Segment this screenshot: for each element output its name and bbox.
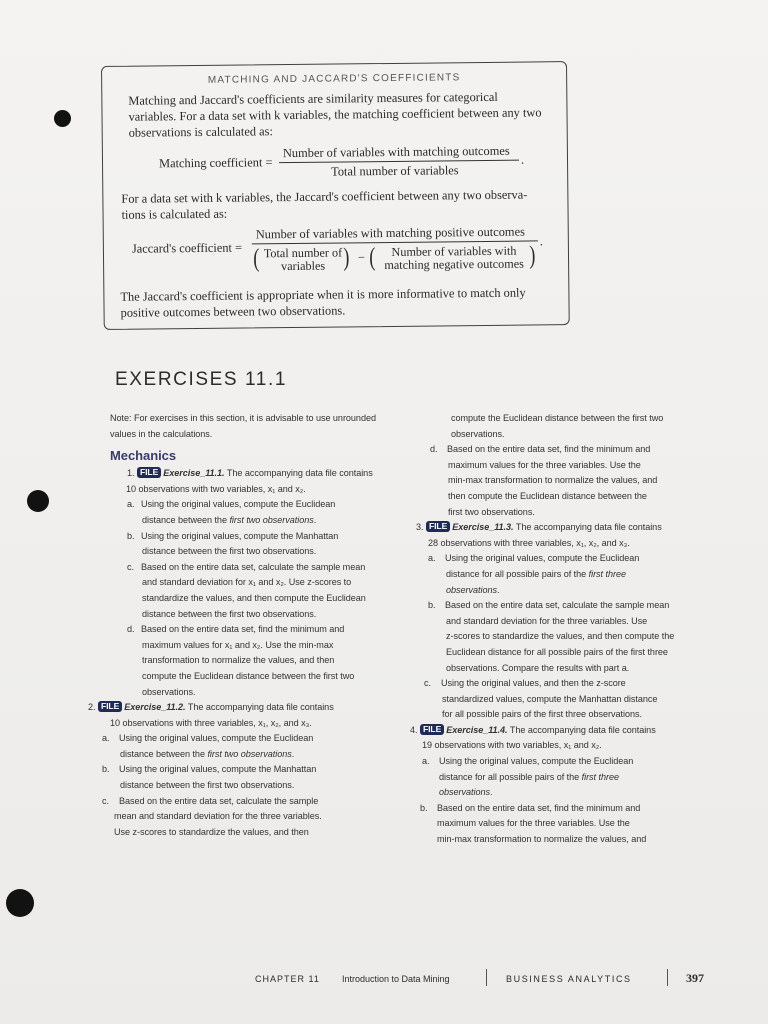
binder-hole-bottom — [6, 889, 34, 917]
file-badge: FILE — [137, 467, 161, 478]
file-badge: FILE — [98, 701, 122, 712]
exercise-3-header: 3. FILE Exercise_11.3. The accompanying data file contains — [416, 521, 662, 533]
mechanics-heading: Mechanics — [110, 448, 177, 464]
page-number: 397 — [686, 971, 704, 985]
definition-box — [101, 61, 570, 330]
footer-chapter: CHAPTER 11 — [255, 974, 320, 984]
exercise-2-header: 2. FILE Exercise_11.2. The accompanying data file contains — [88, 701, 334, 713]
jaccard-formula: Jaccard's coefficient = Number of variables with matching positive outcomes ( Total number of variables ) − ( Number of variables with matching negative outcomes ) . — [131, 224, 544, 274]
file-badge: FILE — [420, 724, 444, 735]
footer-separator — [486, 969, 487, 986]
matching-intro: Matching and Jaccard's coefficients are similarity measures for categorical variables. For a data set with k variables, the matching coefficient between any two observations is calculated as: — [128, 89, 542, 140]
jaccard-intro: For a data set with k variables, the Jaccard's coefficient between any two observa- tions is calculated as: — [121, 187, 528, 222]
exercise-1-header: 1. FILE Exercise_11.1. The accompanying data file contains — [127, 467, 373, 479]
binder-hole-middle — [27, 490, 49, 512]
definition-box-title: MATCHING AND JACCARD'S COEFFICIENTS — [207, 72, 461, 86]
footer-chapter-title: Introduction to Data Mining — [342, 974, 450, 984]
jaccard-note: The Jaccard's coefficient is appropriate when it is more informative to match only positive outcomes between two observations. — [120, 285, 526, 320]
binder-hole-top — [54, 110, 71, 127]
footer-separator — [667, 969, 668, 986]
exercise-4-header: 4. FILE Exercise_11.4. The accompanying data file contains — [410, 723, 656, 735]
footer-book-title: BUSINESS ANALYTICS — [506, 974, 632, 984]
file-badge: FILE — [426, 521, 450, 532]
right-column: compute the Euclidean distance between the first two observations. d. Based on the entire data set, find the minimum and maximum values for the three variables. Use the min-max transformation to normalize the values, and then compute the Euclidean distance between the first two observations. 3. FILE Exercise_11.3. The accompanying data file contains 28 observations with three variables, x₁, x₂, and x₃. a. Using the original values, compute the Euclidean distance for all possible pairs of the first three observations. b. Based on the entire data set, calculate the sample mean and standard deviation for the three variables. Use z-scores to standardize the values, and then compute the Euclidean distance for all possible pairs of the first three observations. Compare the results with part a. c. Using the original values, and then the z-score standardized values, compute the Manhattan distance for all possible pairs of the first three observations. 4. FILE Exercise_11.4. The accompanying data file contains 19 observations with two variables, x₁ and x₂. a. Using the original values, compute the Euclidean distance for all possible pairs of the first three observations. b. Based on the entire data set, find the minimum and maximum values for the three variables. Use the min-max transformation to normalize the values, and — [420, 411, 710, 848]
left-column: Note: For exercises in this section, it is advisable to use unrounded values in the calculations. Mechanics 1. FILE Exercise_11.1. The accompanying data file contains 10 observations with two variables, x₁ and x₂. a. Using the original values, compute the Euclidean distance between the first two observations. b. Using the original values, compute the Manhattan distance between the first two observations. c. Based on the entire data set, calculate the sample mean and standard deviation for x₁ and x₂. Use z-scores to standardize the values, and then compute the Euclidean distance between the first two observations. d. Based on the entire data set, find the minimum and maximum values for x₁ and x₂. Use the min-max transformation to normalize the values, and then compute the Euclidean distance between the first two observations. 2. FILE Exercise_11.2. The accompanying data file contains 10 observations with three variables, x₁, x₂, and x₃. a. Using the original values, compute the Euclidean distance between the first two observations. b. Using the original values, compute the Manhattan distance between the first two observations. c. Based on the entire data set, calculate the sample mean and standard deviation for the three variables. Use z-scores to standardize the values, and then — [110, 411, 400, 840]
exercises-heading: EXERCISES 11.1 — [115, 369, 288, 390]
matching-formula: Matching coefficient = Number of variables with matching outcomes Total number of variables . — [158, 143, 525, 179]
